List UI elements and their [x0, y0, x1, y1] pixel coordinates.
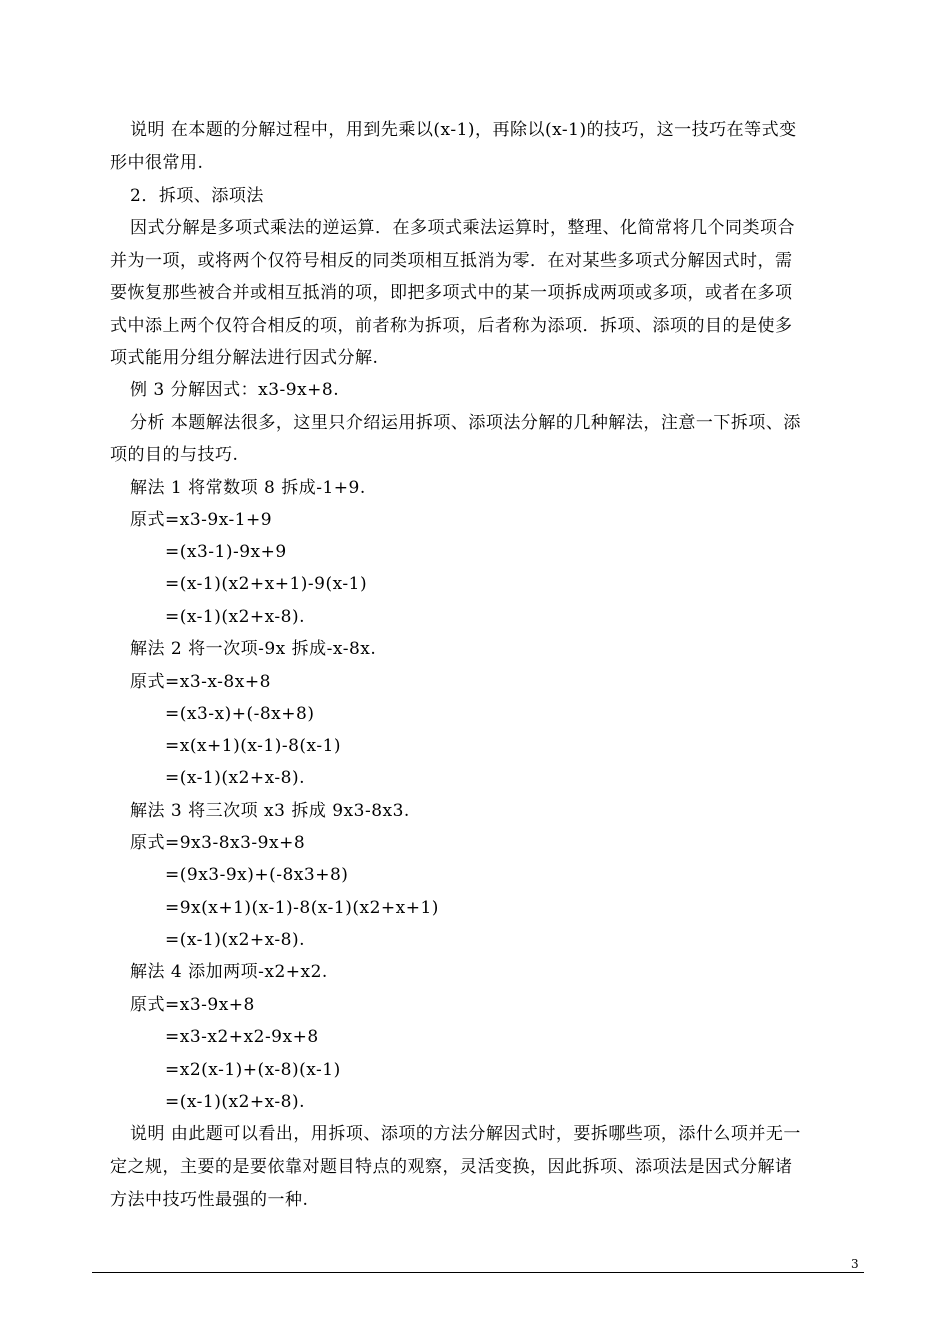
method-1-step-3: =(x-1)(x2+x+1)-9(x-1): [165, 574, 368, 594]
note-1-line-2: 形中很常用.: [110, 153, 204, 173]
method-4-step-4: =(x-1)(x2+x-8).: [165, 1092, 306, 1112]
method-3-step-1: 原式=9x3-8x3-9x+8: [130, 833, 306, 853]
note-1-line-1: 说明 在本题的分解过程中，用到先乘以(x-1)，再除以(x-1)的技巧，这一技巧在等式变: [130, 120, 797, 140]
note-2-line-1: 说明 由此题可以看出，用拆项、添项的方法分解因式时，要拆哪些项，添什么项并无一: [130, 1124, 801, 1144]
method-4-step-2: =x3-x2+x2-9x+8: [165, 1027, 319, 1047]
method-3-title: 解法 3 将三次项 x3 拆成 9x3-8x3.: [130, 801, 410, 821]
intro-line-3: 要恢复那些被合并或相互抵消的项，即把多项式中的某一项拆成两项或多项，或者在多项: [110, 283, 793, 303]
method-1-step-4: =(x-1)(x2+x-8).: [165, 607, 306, 627]
note-2-line-2: 定之规，主要的是要依靠对题目特点的观察，灵活变换，因此拆项、添项法是因式分解诸: [110, 1157, 793, 1177]
method-2-step-2: =(x3-x)+(-8x+8): [165, 704, 315, 724]
method-2-step-3: =x(x+1)(x-1)-8(x-1): [165, 736, 342, 756]
method-1-step-2: =(x3-1)-9x+9: [165, 542, 287, 562]
method-2-step-4: =(x-1)(x2+x-8).: [165, 768, 306, 788]
method-4-title: 解法 4 添加两项-x2+x2.: [130, 962, 328, 982]
intro-line-2: 并为一项，或将两个仅符号相反的同类项相互抵消为零．在对某些多项式分解因式时，需: [110, 251, 793, 271]
method-1-title: 解法 1 将常数项 8 拆成-1+9.: [130, 478, 366, 498]
method-3-step-2: =(9x3-9x)+(-8x3+8): [165, 865, 349, 885]
intro-line-5: 项式能用分组分解法进行因式分解.: [110, 348, 379, 368]
method-3-step-4: =(x-1)(x2+x-8).: [165, 930, 306, 950]
method-2-step-1: 原式=x3-x-8x+8: [130, 672, 271, 692]
footer-rule: [92, 1272, 864, 1273]
method-2-title: 解法 2 将一次项-9x 拆成-x-8x.: [130, 639, 377, 659]
analysis-line-2: 项的目的与技巧.: [110, 445, 239, 465]
note-2-line-3: 方法中技巧性最强的一种.: [110, 1190, 309, 1210]
method-1-step-1: 原式=x3-9x-1+9: [130, 510, 273, 530]
analysis-line-1: 分析 本题解法很多，这里只介绍运用拆项、添项法分解的几种解法，注意一下拆项、添: [130, 413, 801, 433]
method-4-step-1: 原式=x3-9x+8: [130, 995, 255, 1015]
method-3-step-3: =9x(x+1)(x-1)-8(x-1)(x2+x+1): [165, 898, 439, 918]
intro-line-4: 式中添上两个仅符合相反的项，前者称为拆项，后者称为添项．拆项、添项的目的是使多: [110, 316, 793, 336]
page-number: 3: [851, 1257, 859, 1271]
intro-line-1: 因式分解是多项式乘法的逆运算．在多项式乘法运算时，整理、化简常将几个同类项合: [130, 218, 795, 238]
example-3: 例 3 分解因式：x3-9x+8.: [130, 380, 340, 400]
section-heading: 2．拆项、添项法: [130, 186, 264, 206]
method-4-step-3: =x2(x-1)+(x-8)(x-1): [165, 1060, 341, 1080]
